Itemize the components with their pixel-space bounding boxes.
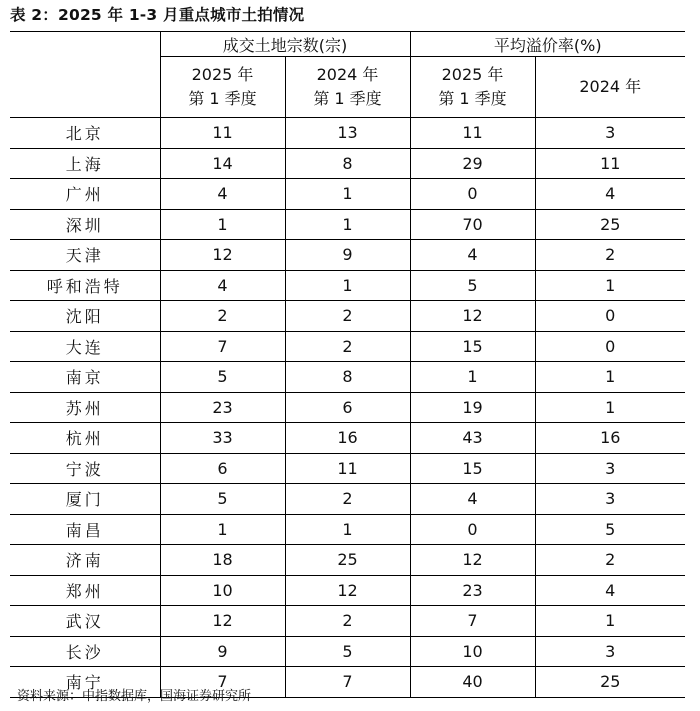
value-cell: 2 xyxy=(285,301,410,332)
value-cell: 1 xyxy=(535,606,685,637)
table-row xyxy=(10,270,685,301)
table-row xyxy=(10,392,685,423)
land-auction-table xyxy=(10,31,685,698)
value-cell: 1 xyxy=(160,209,285,240)
table-row xyxy=(10,484,685,515)
city-cell: 宁波 xyxy=(10,453,160,484)
value-cell: 9 xyxy=(160,636,285,667)
value-cell: 3 xyxy=(535,636,685,667)
sub-header-cell xyxy=(410,57,535,118)
sub-header-line: 第 1 季度 xyxy=(438,89,507,108)
value-cell: 0 xyxy=(410,514,535,545)
value-cell: 1 xyxy=(285,270,410,301)
table-row xyxy=(10,331,685,362)
value-cell: 5 xyxy=(535,514,685,545)
value-cell: 2 xyxy=(160,301,285,332)
city-cell: 杭州 xyxy=(10,423,160,454)
value-cell: 1 xyxy=(410,362,535,393)
value-cell: 10 xyxy=(160,575,285,606)
city-cell: 济南 xyxy=(10,545,160,576)
value-cell: 5 xyxy=(410,270,535,301)
group-header-premium-rate: 平均溢价率(%) xyxy=(410,32,685,57)
value-cell: 14 xyxy=(160,148,285,179)
value-cell: 23 xyxy=(160,392,285,423)
value-cell: 5 xyxy=(285,636,410,667)
table-row xyxy=(10,575,685,606)
value-cell: 2 xyxy=(285,484,410,515)
sub-header-cell xyxy=(285,57,410,118)
group-header-land-count: 成交土地宗数(宗) xyxy=(160,32,410,57)
value-cell: 4 xyxy=(535,179,685,210)
value-cell: 1 xyxy=(535,270,685,301)
table-row xyxy=(10,453,685,484)
value-cell: 1 xyxy=(535,392,685,423)
city-cell: 呼和浩特 xyxy=(10,270,160,301)
value-cell: 3 xyxy=(535,118,685,149)
value-cell: 25 xyxy=(535,209,685,240)
value-cell: 4 xyxy=(410,240,535,271)
group-header-row xyxy=(10,32,685,57)
value-cell: 2 xyxy=(535,545,685,576)
table-row xyxy=(10,362,685,393)
value-cell: 3 xyxy=(535,484,685,515)
value-cell: 8 xyxy=(285,362,410,393)
table-row xyxy=(10,423,685,454)
table-row xyxy=(10,118,685,149)
value-cell: 0 xyxy=(535,331,685,362)
table-row xyxy=(10,514,685,545)
value-cell: 11 xyxy=(160,118,285,149)
value-cell: 9 xyxy=(285,240,410,271)
sub-header-line: 2024 年 xyxy=(579,77,642,96)
city-header-cell xyxy=(10,32,160,118)
value-cell: 25 xyxy=(285,545,410,576)
city-cell: 上海 xyxy=(10,148,160,179)
value-cell: 15 xyxy=(410,331,535,362)
value-cell: 23 xyxy=(410,575,535,606)
value-cell: 8 xyxy=(285,148,410,179)
value-cell: 1 xyxy=(285,179,410,210)
value-cell: 2 xyxy=(285,331,410,362)
value-cell: 7 xyxy=(410,606,535,637)
value-cell: 12 xyxy=(410,545,535,576)
value-cell: 7 xyxy=(160,667,285,698)
value-cell: 40 xyxy=(410,667,535,698)
city-cell: 沈阳 xyxy=(10,301,160,332)
table-row xyxy=(10,606,685,637)
value-cell: 4 xyxy=(160,270,285,301)
city-cell: 南京 xyxy=(10,362,160,393)
city-cell: 深圳 xyxy=(10,209,160,240)
city-cell: 大连 xyxy=(10,331,160,362)
table-body xyxy=(10,118,685,698)
value-cell: 12 xyxy=(160,240,285,271)
value-cell: 3 xyxy=(535,453,685,484)
value-cell: 11 xyxy=(285,453,410,484)
sub-header-line: 第 1 季度 xyxy=(313,89,382,108)
table-title: 表 2：2025 年 1-3 月重点城市土拍情况 xyxy=(10,6,305,24)
value-cell: 16 xyxy=(285,423,410,454)
value-cell: 1 xyxy=(285,209,410,240)
city-cell: 南宁 xyxy=(10,667,160,698)
value-cell: 11 xyxy=(410,118,535,149)
sub-header-line: 2025 年 xyxy=(191,65,254,84)
value-cell: 1 xyxy=(160,514,285,545)
value-cell: 19 xyxy=(410,392,535,423)
table-row xyxy=(10,301,685,332)
sub-header-line: 2024 年 xyxy=(316,65,379,84)
table-row xyxy=(10,545,685,576)
value-cell: 7 xyxy=(160,331,285,362)
value-cell: 0 xyxy=(535,301,685,332)
city-cell: 南昌 xyxy=(10,514,160,545)
table-row xyxy=(10,240,685,271)
value-cell: 10 xyxy=(410,636,535,667)
value-cell: 43 xyxy=(410,423,535,454)
city-cell: 广州 xyxy=(10,179,160,210)
value-cell: 13 xyxy=(285,118,410,149)
table-row xyxy=(10,209,685,240)
value-cell: 7 xyxy=(285,667,410,698)
city-cell: 武汉 xyxy=(10,606,160,637)
value-cell: 12 xyxy=(410,301,535,332)
value-cell: 4 xyxy=(535,575,685,606)
value-cell: 5 xyxy=(160,362,285,393)
value-cell: 70 xyxy=(410,209,535,240)
value-cell: 6 xyxy=(285,392,410,423)
value-cell: 11 xyxy=(535,148,685,179)
sub-header-line: 2025 年 xyxy=(441,65,504,84)
value-cell: 12 xyxy=(160,606,285,637)
city-cell: 天津 xyxy=(10,240,160,271)
value-cell: 15 xyxy=(410,453,535,484)
city-cell: 北京 xyxy=(10,118,160,149)
value-cell: 2 xyxy=(285,606,410,637)
value-cell: 1 xyxy=(285,514,410,545)
table-row xyxy=(10,179,685,210)
city-cell: 郑州 xyxy=(10,575,160,606)
value-cell: 5 xyxy=(160,484,285,515)
table-row xyxy=(10,636,685,667)
source-note: 资料来源：中指数据库，国海证券研究所 xyxy=(17,689,252,704)
value-cell: 29 xyxy=(410,148,535,179)
value-cell: 33 xyxy=(160,423,285,454)
city-cell: 苏州 xyxy=(10,392,160,423)
value-cell: 6 xyxy=(160,453,285,484)
value-cell: 18 xyxy=(160,545,285,576)
value-cell: 1 xyxy=(535,362,685,393)
value-cell: 0 xyxy=(410,179,535,210)
sub-header-cell xyxy=(160,57,285,118)
sub-header-line: 第 1 季度 xyxy=(188,89,257,108)
value-cell: 4 xyxy=(410,484,535,515)
table-row xyxy=(10,148,685,179)
value-cell: 12 xyxy=(285,575,410,606)
value-cell: 25 xyxy=(535,667,685,698)
value-cell: 16 xyxy=(535,423,685,454)
sub-header-cell xyxy=(535,57,685,118)
value-cell: 2 xyxy=(535,240,685,271)
city-cell: 长沙 xyxy=(10,636,160,667)
value-cell: 4 xyxy=(160,179,285,210)
city-cell: 厦门 xyxy=(10,484,160,515)
